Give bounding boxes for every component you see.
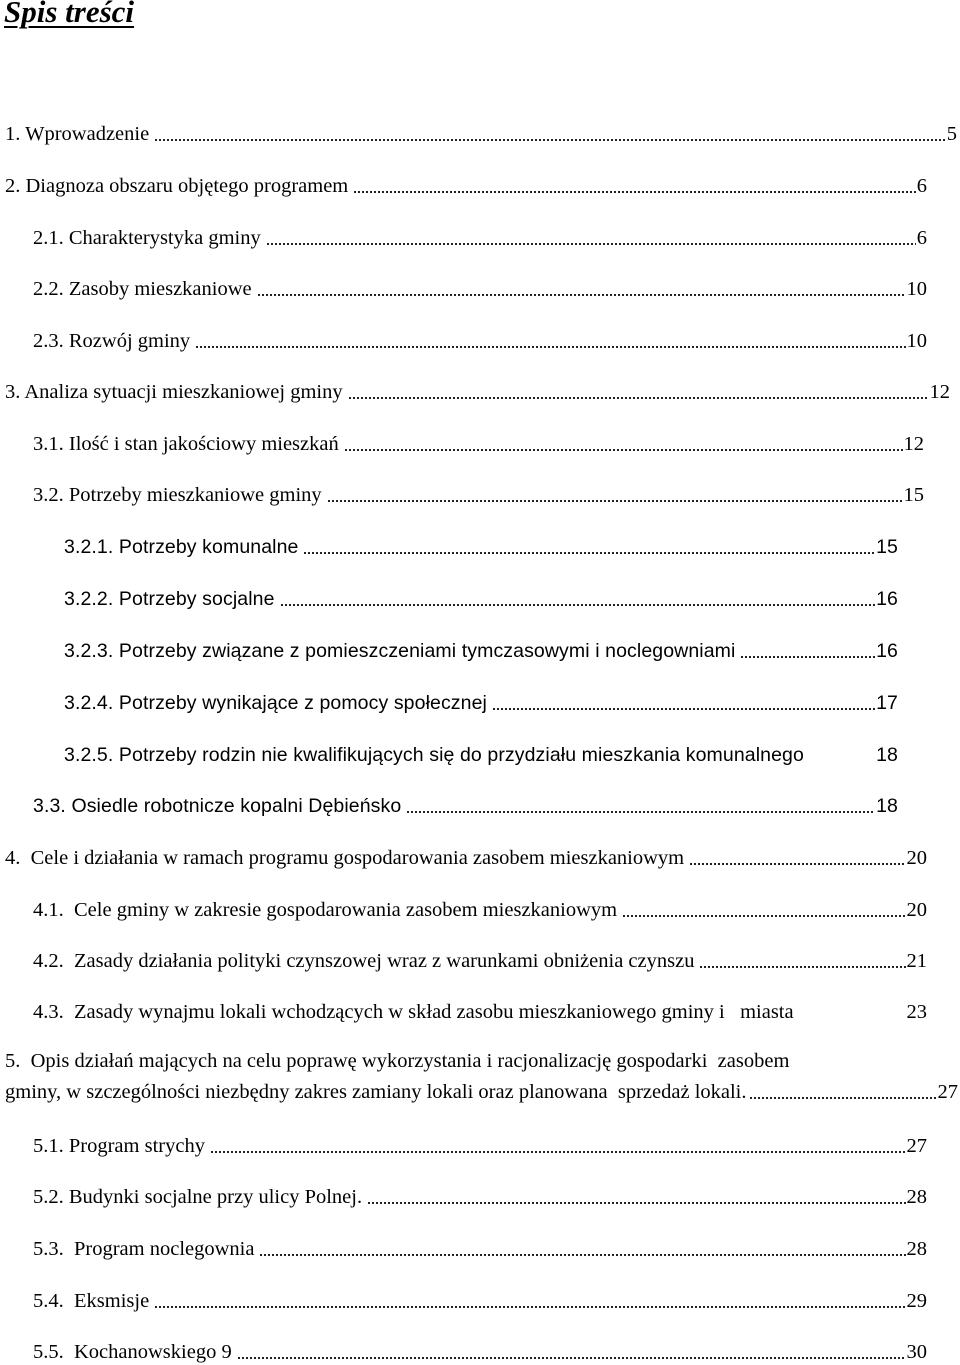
dot-leader	[344, 448, 903, 452]
toc-entry-label: 5.4. Eksmisje	[33, 1290, 150, 1312]
dot-leader	[622, 914, 905, 918]
toc-entry-label: 3.2.3. Potrzeby związane z pomieszczeniami tymczasowymi i noclegowniami	[64, 640, 736, 662]
toc-entry-label: 4.1. Cele gminy w zakresie gospodarowania zasobem mieszkaniowym	[33, 899, 618, 921]
toc-entry[interactable]	[33, 995, 927, 1025]
toc-entry-page: 27	[937, 1081, 958, 1103]
toc-entry[interactable]	[33, 1284, 927, 1314]
toc-entry-label: 2.3. Rozwój gminy	[33, 330, 191, 352]
toc-entry-page: 17	[876, 692, 898, 714]
toc-entry-label-continued: gminy, w szczególności niezbędny zakres zamiany lokali oraz planowana sprzedaż lokali.	[5, 1081, 747, 1103]
toc-entry-label: 5.3. Program noclegownia	[33, 1238, 255, 1260]
toc-entry-page: 20	[906, 847, 927, 869]
toc-entry[interactable]	[64, 634, 898, 664]
page-title: Spis treści	[4, 0, 135, 29]
toc-entry-multiline[interactable]	[5, 1046, 958, 1108]
toc-entry-label: 5.2. Budynki socjalne przy ulicy Polnej.	[33, 1186, 363, 1208]
toc-entry[interactable]	[64, 738, 898, 768]
toc-entry-page: 23	[906, 1001, 927, 1023]
dot-leader	[749, 1096, 937, 1100]
toc-entry-page: 12	[929, 381, 950, 403]
toc-entry-page: 16	[876, 640, 898, 662]
toc-entry[interactable]	[33, 1129, 927, 1159]
dot-leader	[303, 551, 875, 555]
dot-leader	[367, 1201, 905, 1205]
toc-entry[interactable]	[64, 530, 898, 560]
dot-leader	[353, 190, 915, 194]
toc-entry-label: 2. Diagnoza obszaru objętego programem	[5, 175, 349, 197]
dot-leader	[348, 396, 929, 400]
toc-entry-label: 3.2.4. Potrzeby wynikające z pomocy społecznej	[64, 692, 487, 714]
toc-entry-label: 3.2.2. Potrzeby socjalne	[64, 588, 275, 610]
toc-entry-label: 4.3. Zasady wynajmu lokali wchodzących w skład zasobu mieszkaniowego gminy i miasta	[33, 1001, 794, 1023]
dot-leader	[818, 759, 875, 763]
toc-entry[interactable]	[33, 324, 927, 354]
toc-entry-page: 10	[906, 278, 927, 300]
toc-entry[interactable]	[64, 686, 898, 716]
toc-entry-label: 1. Wprowadzenie	[5, 123, 150, 145]
toc-entry[interactable]	[5, 841, 927, 871]
toc-entry-label: 2.2. Zasoby mieszkaniowe	[33, 278, 252, 300]
toc-entry-page: 20	[906, 899, 927, 921]
toc-entry-label: 3.2.1. Potrzeby komunalne	[64, 536, 299, 558]
toc-entry[interactable]	[33, 789, 898, 819]
dot-leader	[259, 1253, 905, 1257]
toc-entry-label: 4.2. Zasady działania polityki czynszowej wraz z warunkami obniżenia czynszu	[33, 950, 695, 972]
toc-entry-page: 10	[906, 330, 927, 352]
toc-entry[interactable]	[33, 272, 927, 302]
toc-entry-page: 29	[906, 1290, 927, 1312]
toc-entry-page: 15	[876, 536, 898, 558]
toc-entry-page: 30	[906, 1341, 927, 1363]
toc-entry[interactable]	[5, 375, 950, 405]
dot-leader	[237, 1356, 906, 1360]
toc-entry-label: 2.1. Charakterystyka gminy	[33, 227, 261, 249]
dot-leader	[195, 345, 905, 349]
dot-leader	[154, 138, 946, 142]
dot-leader	[406, 810, 875, 814]
toc-entry[interactable]	[33, 893, 927, 923]
toc-entry-label: 3. Analiza sytuacji mieszkaniowej gminy	[5, 381, 343, 403]
toc-entry-page: 6	[916, 227, 927, 249]
toc-entry[interactable]	[33, 944, 927, 974]
toc-entry[interactable]	[5, 169, 927, 199]
toc-entry-page: 28	[906, 1238, 927, 1260]
toc-entry[interactable]	[33, 1335, 927, 1365]
toc-entry-page: 16	[876, 588, 898, 610]
toc-entry[interactable]	[33, 221, 927, 251]
toc-entry-page: 15	[903, 484, 924, 506]
toc-entry[interactable]	[33, 1180, 927, 1210]
toc-entry-page: 18	[876, 795, 898, 817]
toc-entry-page: 21	[906, 950, 927, 972]
toc-entry[interactable]	[33, 427, 924, 457]
dot-leader	[257, 293, 906, 297]
toc-entry-page: 12	[903, 433, 924, 455]
toc-entry-label: 3.3. Osiedle robotnicze kopalni Dębieńsko	[33, 795, 402, 817]
dot-leader	[266, 242, 916, 246]
toc-entry-page: 18	[876, 744, 898, 766]
toc-entry-page: 6	[916, 175, 927, 197]
toc-entry-label: 4. Cele i działania w ramach programu gospodarowania zasobem mieszkaniowym	[5, 847, 685, 869]
dot-leader	[808, 1016, 906, 1020]
toc-entry-label: 5.1. Program strychy	[33, 1135, 205, 1157]
toc-entry-label: 3.2.5. Potrzeby rodzin nie kwalifikujących się do przydziału mieszkania komunalnego	[64, 744, 804, 766]
dot-leader	[492, 707, 875, 711]
dot-leader	[154, 1305, 905, 1309]
dot-leader	[699, 965, 905, 969]
toc-entry-page: 5	[946, 123, 957, 145]
dot-leader	[740, 655, 875, 659]
toc-entry[interactable]	[64, 582, 898, 612]
toc-entry[interactable]	[5, 117, 957, 147]
dot-leader	[327, 499, 903, 503]
toc-entry-page: 27	[906, 1135, 927, 1157]
toc-entry-label: 3.1. Ilość i stan jakościowy mieszkań	[33, 433, 339, 455]
toc-entry-label: 5.5. Kochanowskiego 9	[33, 1341, 232, 1363]
toc-entry[interactable]	[33, 1232, 927, 1262]
dot-leader	[280, 603, 876, 607]
toc-entry-page: 28	[906, 1186, 927, 1208]
toc-entry-label: 5. Opis działań mających na celu poprawę wykorzystania i racjonalizację gospodarki zasobem	[5, 1050, 790, 1072]
dot-leader	[210, 1150, 906, 1154]
dot-leader	[689, 862, 905, 866]
toc-entry[interactable]	[33, 478, 924, 508]
toc-entry-label: 3.2. Potrzeby mieszkaniowe gminy	[33, 484, 322, 506]
